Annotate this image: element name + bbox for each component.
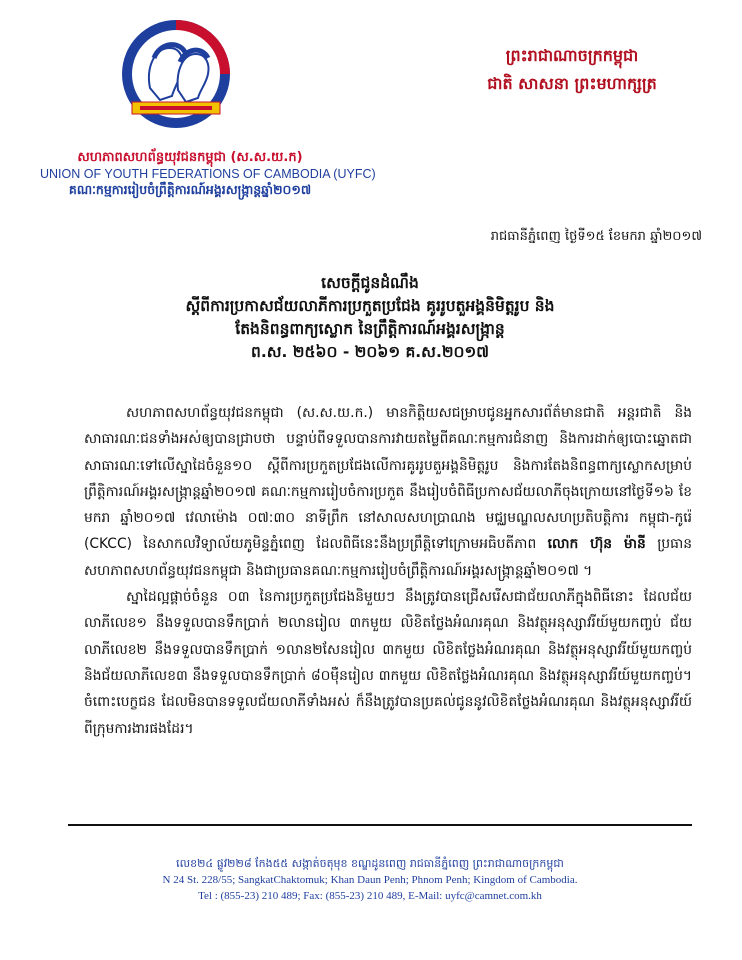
dateline: រាជធានីភ្នំពេញ ថ្ងៃទី១៥ ខែមករា ឆ្នាំ២០១៧	[490, 229, 702, 244]
footer-divider	[68, 824, 692, 826]
uyfc-logo	[120, 18, 232, 130]
paragraph-1-text: សហភាពសហព័ន្ធយុវជនកម្ពុជា (ស.ស.យ.ក.) មានកិត្តិយសជម្រាបជូនអ្នកសារព័ត៌មានជាតិ អន្តរជាតិ និងសាធារណៈជនទាំងអស់ឲ្យបានជ្រាបថា បន្ទាប់ពីទទួលបានការវាយតម្លៃពីគណៈកម្មការជំនាញ និងការដាក់ឲ្យបោះឆ្នោតជាសាធារណៈទៅលើស្នាដៃចំនួន១០ ស្តីពីការប្រកួតប្រជែងលើការគូររូបតួអង្គនិមិត្តរូប និងការតែងនិពន្ធពាក្យស្លោកសម្រាប់ព្រឹត្តិការណ៍អង្គរសង្ក្រាន្តឆ្នាំ២០១៧ គណៈកម្មការរៀបចំការប្រកួត នឹងរៀបចំពិធីប្រកាសជ័យលាភីចុងក្រោយនៅថ្ងៃទី១៦ ខែមករា ឆ្នាំ២០១៧ វេលាម៉ោង ០៧:៣០ នាទីព្រឹក នៅសាលសហប្រាណង មជ្ឈមណ្ឌលសហប្រតិបត្តិការ កម្ពុជា-កូរ៉េ (CKCC) នៃសាកលវិទ្យាល័យភូមិន្ទភ្នំពេញ ដែលពិធីនេះនឹងប្រព្រឹត្តិទៅក្រោមអធិបតីភាព	[84, 405, 692, 553]
title-line-3: តែងនិពន្ធពាក្យស្លោក នៃព្រឹត្តិការណ៍អង្គរសង្ក្រាន្ត	[235, 320, 505, 338]
paragraph-1	[84, 400, 692, 584]
kingdom-heading	[442, 42, 702, 98]
kingdom-name: ព្រះរាជាណាចក្រកម្ពុជា	[505, 46, 639, 65]
announcement-title	[60, 272, 680, 364]
org-name-kh: សហភាពសហព័ន្ធយុវជនកម្ពុជា (ស.ស.យ.ក)	[77, 150, 303, 165]
organization-header	[40, 150, 376, 198]
footer	[60, 856, 680, 904]
org-name-en: UNION OF YOUTH FEDERATIONS OF CAMBODIA (UYFC)	[40, 167, 376, 181]
presiding-official-name: លោក ហ៊ុន ម៉ានី	[547, 536, 646, 553]
announcement-body	[84, 400, 692, 742]
paragraph-2: ស្នាដៃល្អផ្តាច់ចំនួន ០៣ នៃការប្រកួតប្រជែងនិមួយៗ នឹងត្រូវបានជ្រើសរើសជាជ័យលាភីក្នុងពិធីនោះ ដែលជ័យលាភីលេខ១ នឹងទទួលបានទឹកប្រាក់ ២លានរៀល ៣កមួយ លិខិតថ្លែងអំណរគុណ និងវត្ថុអនុស្សាវរីយ៍មួយកញ្ចប់ ជ័យលាភីលេខ២ នឹងទទួលបានទឹកប្រាក់ ១លាន២សែនរៀល ៣កមួយ លិខិតថ្លែងអំណរគុណ និងវត្ថុអនុស្សាវរីយ៍មួយកញ្ចប់ និងជ័យលាភីលេខ៣ នឹងទទួលបានទឹកប្រាក់ ៨០ម៉ឺនរៀល ៣កមួយ លិខិតថ្លែងអំណរគុណ និងវត្ថុអនុស្សាវរីយ៍មួយកញ្ចប់។ ចំពោះបេក្ខជន ដែលមិនបានទទួលជ័យលាភីទាំងអស់ ក៏នឹងត្រូវបានប្រគល់ជូននូវលិខិតថ្លែងអំណរគុណ និងវត្ថុអនុស្សាវរីយ៍ពីក្រុមការងារផងដែរ។	[84, 589, 692, 737]
paragraph-1-text-end: ប្រធានសហភាពសហព័ន្ធយុវជនកម្ពុជា និងជាប្រធានគណៈកម្មការរៀបចំព្រឹត្តិការណ៍អង្គរសង្ក្រាន្តឆ្នាំ២០១៧ ។	[84, 536, 692, 579]
committee-name: គណៈកម្មការរៀបចំព្រឹត្តិការណ៍អង្គរសង្ក្រាន្តឆ្នាំ២០១៧	[68, 182, 312, 197]
title-line-4: ព.ស. ២៥៦០ - ២០៦១ គ.ស.២០១៧	[251, 343, 489, 361]
title-line-1: សេចក្តីជូនដំណឹង	[321, 274, 419, 292]
national-motto: ជាតិ សាសនា ព្រះមហាក្សត្រ	[487, 74, 657, 93]
title-line-2: ស្តីពីការប្រកាសជ័យលាភីការប្រកួតប្រជែង គូររូបតួអង្គនិមិត្តរូប និង	[185, 297, 555, 315]
address-kh: លេខ២៤ ផ្លូវ២២៨ កែង៥៥ សង្កាត់ចតុមុខ ខណ្ឌដូនពេញ រាជធានីភ្នំពេញ ព្រះរាជាណាចក្រកម្ពុជា	[176, 857, 564, 870]
address-en: N 24 St. 228/55; SangkatChaktomuk; Khan Daun Penh; Phnom Penh; Kingdom of Cambodia.	[162, 874, 578, 886]
contact-info: Tel : (855-23) 210 489; Fax: (855-23) 210 489, E-Mail: uyfc@camnet.com.kh	[198, 890, 542, 902]
